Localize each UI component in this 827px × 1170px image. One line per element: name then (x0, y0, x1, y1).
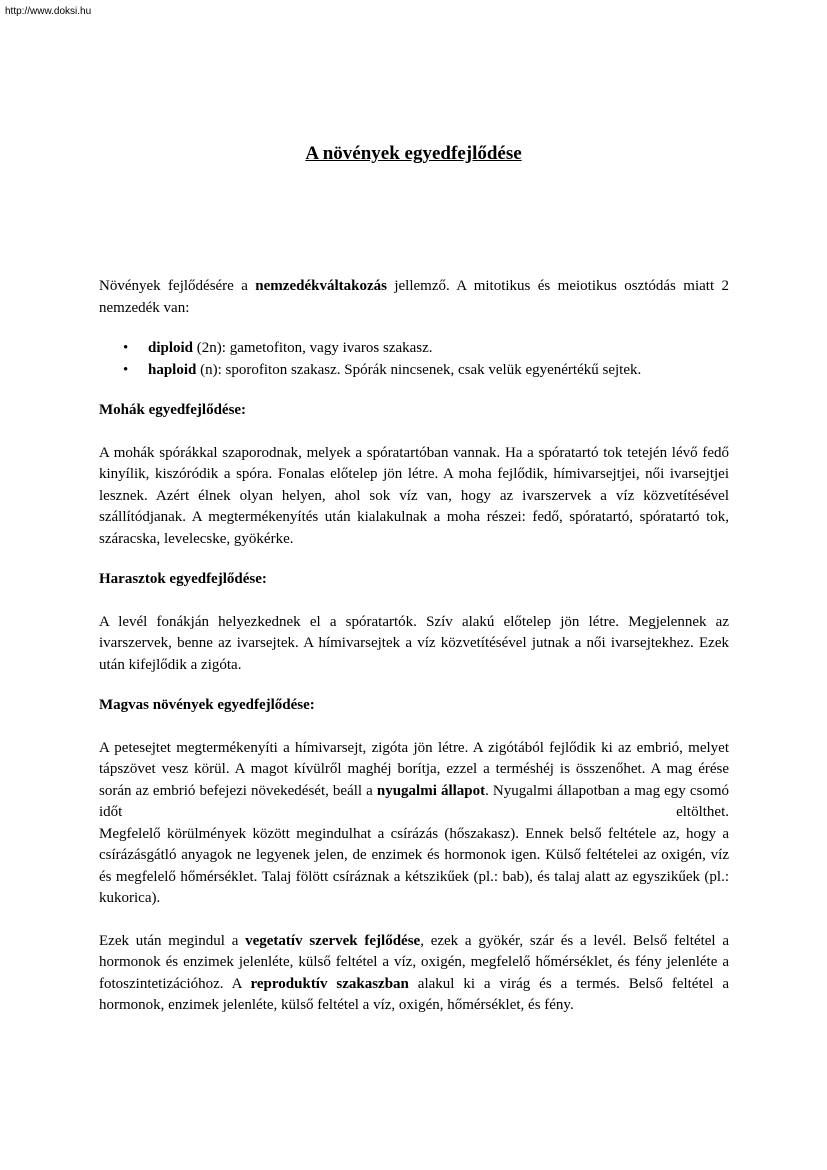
paragraph-text: , ezek a gyökér, szár és a levél. Belső feltétel a hormonok és enzimek jelenléte, külső feltétel a víz, oxigén, megfelelő hőmérséklet, és fény jelenléte a fotoszintetizációhoz. A (99, 932, 729, 992)
paragraph-magvas-2: Megfelelő körülmények között megindulhat a csírázás (hőszakasz). Ennek belső feltétele az, hogy a csírázásgátló anyagok ne legyenek jelen, de enzimek és hormonok igen. Külső feltételei az oxigén, víz és megfelelő hőmérséklet. Talaj fölött csíráznak a kétszikűek (pl.: bab), és talaj alatt az egyszikűek (pl.: kukorica). (99, 825, 729, 906)
paragraph-text: A petesejtet megtermékenyíti a hímivarsejt, zigóta jön létre. A zigótából fejlődik ki az embrió, melyet tápszövet vesz körül. A magot kívülről maghéj borítja, ezzel a terméshéj is összenőhet. A mag érése során az embrió befejezi növekedését, beáll a (99, 739, 729, 799)
intro-text-after: jellemző. A mitotikus és meiotikus osztódás miatt 2 nemzedék van: (99, 278, 730, 316)
bold-term-vegetativ: vegetatív szervek fejlődése (245, 932, 421, 949)
intro-paragraph (99, 276, 729, 319)
document-body (99, 276, 729, 1017)
heading-mohak: Mohák egyedfejlődése: (99, 402, 247, 418)
paragraph-harasztok: A levél fonákján helyezkednek el a spóratartók. Szív alakú előtelep jön létre. Megjelennek az ivarszervek, benne az ivarsejtek. A hímivarsejtek a víz közvetítésével jutnak a női ivarsejtekhez. Ezek után kifejlődik a zigóta. (99, 613, 729, 673)
source-url: http://www.doksi.hu (5, 6, 92, 17)
paragraph-mohak: A mohák spórákkal szaporodnak, melyek a spóratartóban vannak. Ha a spóratartó tok tetején lévő fedő kinyílik, kiszóródik a spóra. Fonalas előtelep jön létre. A moha fejlődik, hímivarsejtjei, női ivarsejtjei lesznek. Azért élnek olyan helyen, ahol sok víz van, hogy az ivarszervek a víz közvetítésével szállítódjanak. A megtermékenyítés után kialakulnak a moha részei: fedő, spóratartó, spóratartó tok, száracska, levelecske, gyökérke. (99, 444, 729, 547)
intro-text-before: Növények fejlődésére a (99, 278, 256, 294)
paragraph-magvas-1 (99, 738, 729, 824)
bold-term-reproduktiv: reproduktív szakaszban (250, 975, 409, 992)
list-item-haploid (99, 360, 729, 382)
list-item-bold: haploid (148, 361, 197, 378)
generation-list (99, 338, 729, 381)
list-item-text: (2n): gametofiton, vagy ivaros szakasz. (193, 340, 433, 356)
heading-harasztok: Harasztok egyedfejlődése: (99, 571, 267, 587)
paragraph-magvas-3 (99, 931, 729, 1017)
list-item-text: (n): sporofiton szakasz. Spórák nincsenek, csak velük egyenértékű sejtek. (196, 361, 642, 378)
intro-bold-term: nemzedékváltakozás (255, 278, 387, 294)
heading-magvas: Magvas növények egyedfejlődése: (99, 697, 315, 713)
paragraph-text: . Nyugalmi állapotban a mag egy csomó időt eltölthet. (99, 782, 730, 820)
bold-term-nyugalmi: nyugalmi állapot (376, 782, 486, 799)
paragraph-text: Ezek után megindul a (99, 932, 246, 949)
list-item-diploid (99, 338, 729, 360)
list-item-bold: diploid (148, 340, 194, 356)
page-title: A növények egyedfejlődése (305, 143, 522, 164)
paragraph-text: alakul ki a virág és a termés. Belső feltétel a hormonok, enzimek jelenléte, külső feltétel a víz, oxigén, hőmérséklet, és fény. (99, 975, 730, 1013)
